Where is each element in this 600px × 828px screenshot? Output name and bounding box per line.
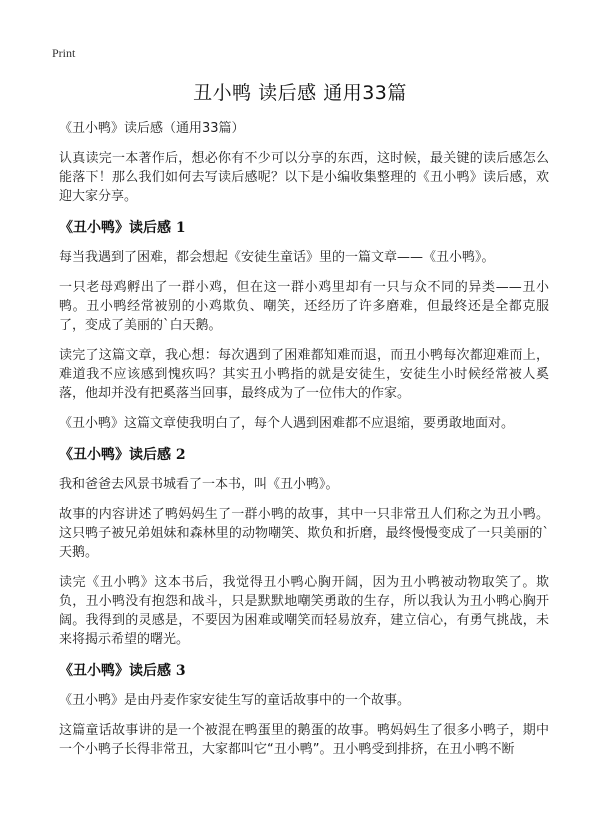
section-2-paragraph: 读完《丑小鸭》这本书后，我觉得丑小鸭心胸开阔，因为丑小鸭被动物取笑了。欺负，丑小鸭没有抱怨和战斗，只是默默地嘲笑勇敢的生存，所以我认为丑小鸭心胸开阔。我得到的灵感是，不要因为困难或嘲笑而轻易放弃，建立信心，有勇气挑战，未来将揭示希望的曙光。 (59, 575, 549, 647)
section-heading-3: 《丑小鸭》读后感 3 (59, 663, 186, 679)
article-body (59, 120, 549, 770)
print-label[interactable]: Print (52, 46, 76, 60)
section-1-paragraph: 每当我遇到了困难，都会想起《安徒生童话》里的一篇文章——《丑小鸭》。 (59, 250, 495, 265)
section-heading-1: 《丑小鸭》读后感 1 (59, 220, 186, 236)
subtitle: 《丑小鸭》读后感（通用33篇） (59, 121, 245, 136)
section-2-paragraph: 故事的内容讲述了鸭妈妈生了一群小鸭的故事，其中一只非常丑人们称之为丑小鸭。这只鸭子被兄弟姐妹和森林里的动物嘲笑、欺负和折磨，最终慢慢变成了一只美丽的`天鹅。 (59, 507, 549, 560)
page-title: 丑小鸭 读后感 通用33篇 (193, 82, 407, 104)
section-1-paragraph: 读完了这篇文章，我心想：每次遇到了困难都知难而退，而丑小鸭每次都迎难而上，难道我不应该感到愧疚吗？其实丑小鸭指的就是安徒生，安徒生小时候经常被人奚落，他却并没有把奚落当回事，最终成为了一位伟大的作家。 (59, 348, 549, 401)
intro-paragraph: 认真读完一本著作后，想必你有不少可以分享的东西，这时候，最关键的读后感怎么能落下！那么我们如何去写读后感呢？以下是小编收集整理的《丑小鸭》读后感，欢迎大家分享。 (59, 151, 549, 204)
section-2-paragraph: 我和爸爸去风景书城看了一本书，叫《丑小鸭》。 (59, 477, 339, 492)
section-3-paragraph: 这篇童话故事讲的是一个被混在鸭蛋里的鹅蛋的故事。鸭妈妈生了很多小鸭子，期中一个小鸭子长得非常丑，大家都叫它“丑小鸭”。丑小鸭受到排挤，在丑小鸭不断 (59, 723, 549, 757)
section-1-paragraph: 一只老母鸡孵出了一群小鸡，但在这一群小鸡里却有一只与众不同的异类——丑小鸭。丑小鸭经常被别的小鸡欺负、嘲笑，还经历了许多磨难，但最终还是全都克服了，变成了美丽的`白天鹅。 (59, 280, 549, 333)
section-3-paragraph: 《丑小鸭》是由丹麦作家安徒生写的童话故事中的一个故事。 (59, 693, 411, 708)
section-1-paragraph: 《丑小鸭》这篇文章使我明白了，每个人遇到困难都不应退缩，要勇敢地面对。 (59, 416, 515, 431)
section-heading-2: 《丑小鸭》读后感 2 (59, 447, 186, 463)
